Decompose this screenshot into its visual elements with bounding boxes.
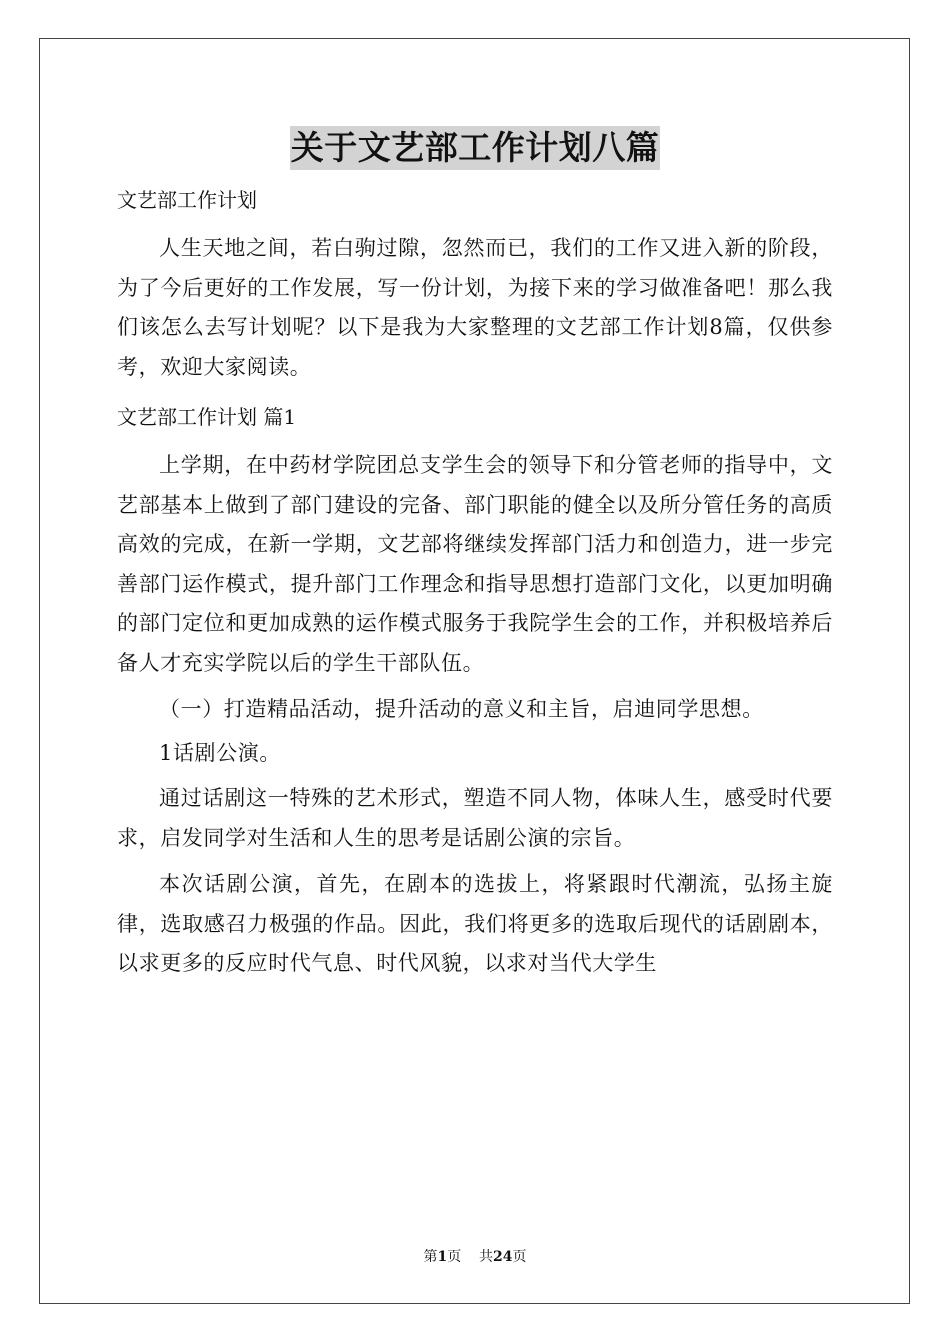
intro-paragraph: 人生天地之间，若白驹过隙，忽然而已，我们的工作又进入新的阶段，为了今后更好的工作发展，写一份计划，为接下来的学习做准备吧！那么我们该怎么去写计划呢？以下是我为大家整理的文艺部工作计划8篇，仅供参考，欢迎大家阅读。 <box>117 236 833 379</box>
page-footer <box>0 1246 950 1266</box>
section-heading: 文艺部工作计划 篇1 <box>117 405 297 429</box>
body-paragraph: 通过话剧这一特殊的艺术形式，塑造不同人物，体味人生，感受时代要求，启发同学对生活和人生的思考是话剧公演的宗旨。 <box>117 786 833 850</box>
footer-page-prefix: 第 <box>423 1249 438 1265</box>
document-title: 关于文艺部工作计划八篇 <box>290 126 661 170</box>
document-title-wrap <box>0 126 950 170</box>
footer-total-number: 24 <box>493 1249 513 1265</box>
body-paragraph: 上学期，在中药材学院团总支学生会的领导下和分管老师的指导中，文艺部基本上做到了部门建设的完备、部门职能的健全以及所分管任务的高质高效的完成，在新一学期，文艺部将继续发挥部门活力和创造力，进一步完善部门运作模式，提升部门工作理念和指导思想打造部门文化，以更加明确的部门定位和更加成熟的运作模式服务于我院学生会的工作，并积极培养后备人才充实学院以后的学生干部队伍。 <box>117 453 833 675</box>
section-heading: 文艺部工作计划 <box>117 188 257 212</box>
footer-total-prefix: 共 <box>479 1249 494 1265</box>
footer-page-suffix: 页 <box>447 1249 462 1265</box>
document-body <box>117 177 833 991</box>
footer-total-suffix: 页 <box>512 1249 527 1265</box>
body-paragraph: 本次话剧公演，首先，在剧本的选拔上，将紧跟时代潮流，弘扬主旋律，选取感召力极强的作品。因此，我们将更多的选取后现代的话剧剧本，以求更多的反应时代气息、时代风貌，以求对当代大学生 <box>117 872 833 975</box>
body-paragraph: 1话剧公演。 <box>159 740 281 765</box>
footer-page-number: 1 <box>437 1249 448 1265</box>
body-paragraph: （一）打造精品活动，提升活动的意义和主旨，启迪同学思想。 <box>159 697 764 721</box>
